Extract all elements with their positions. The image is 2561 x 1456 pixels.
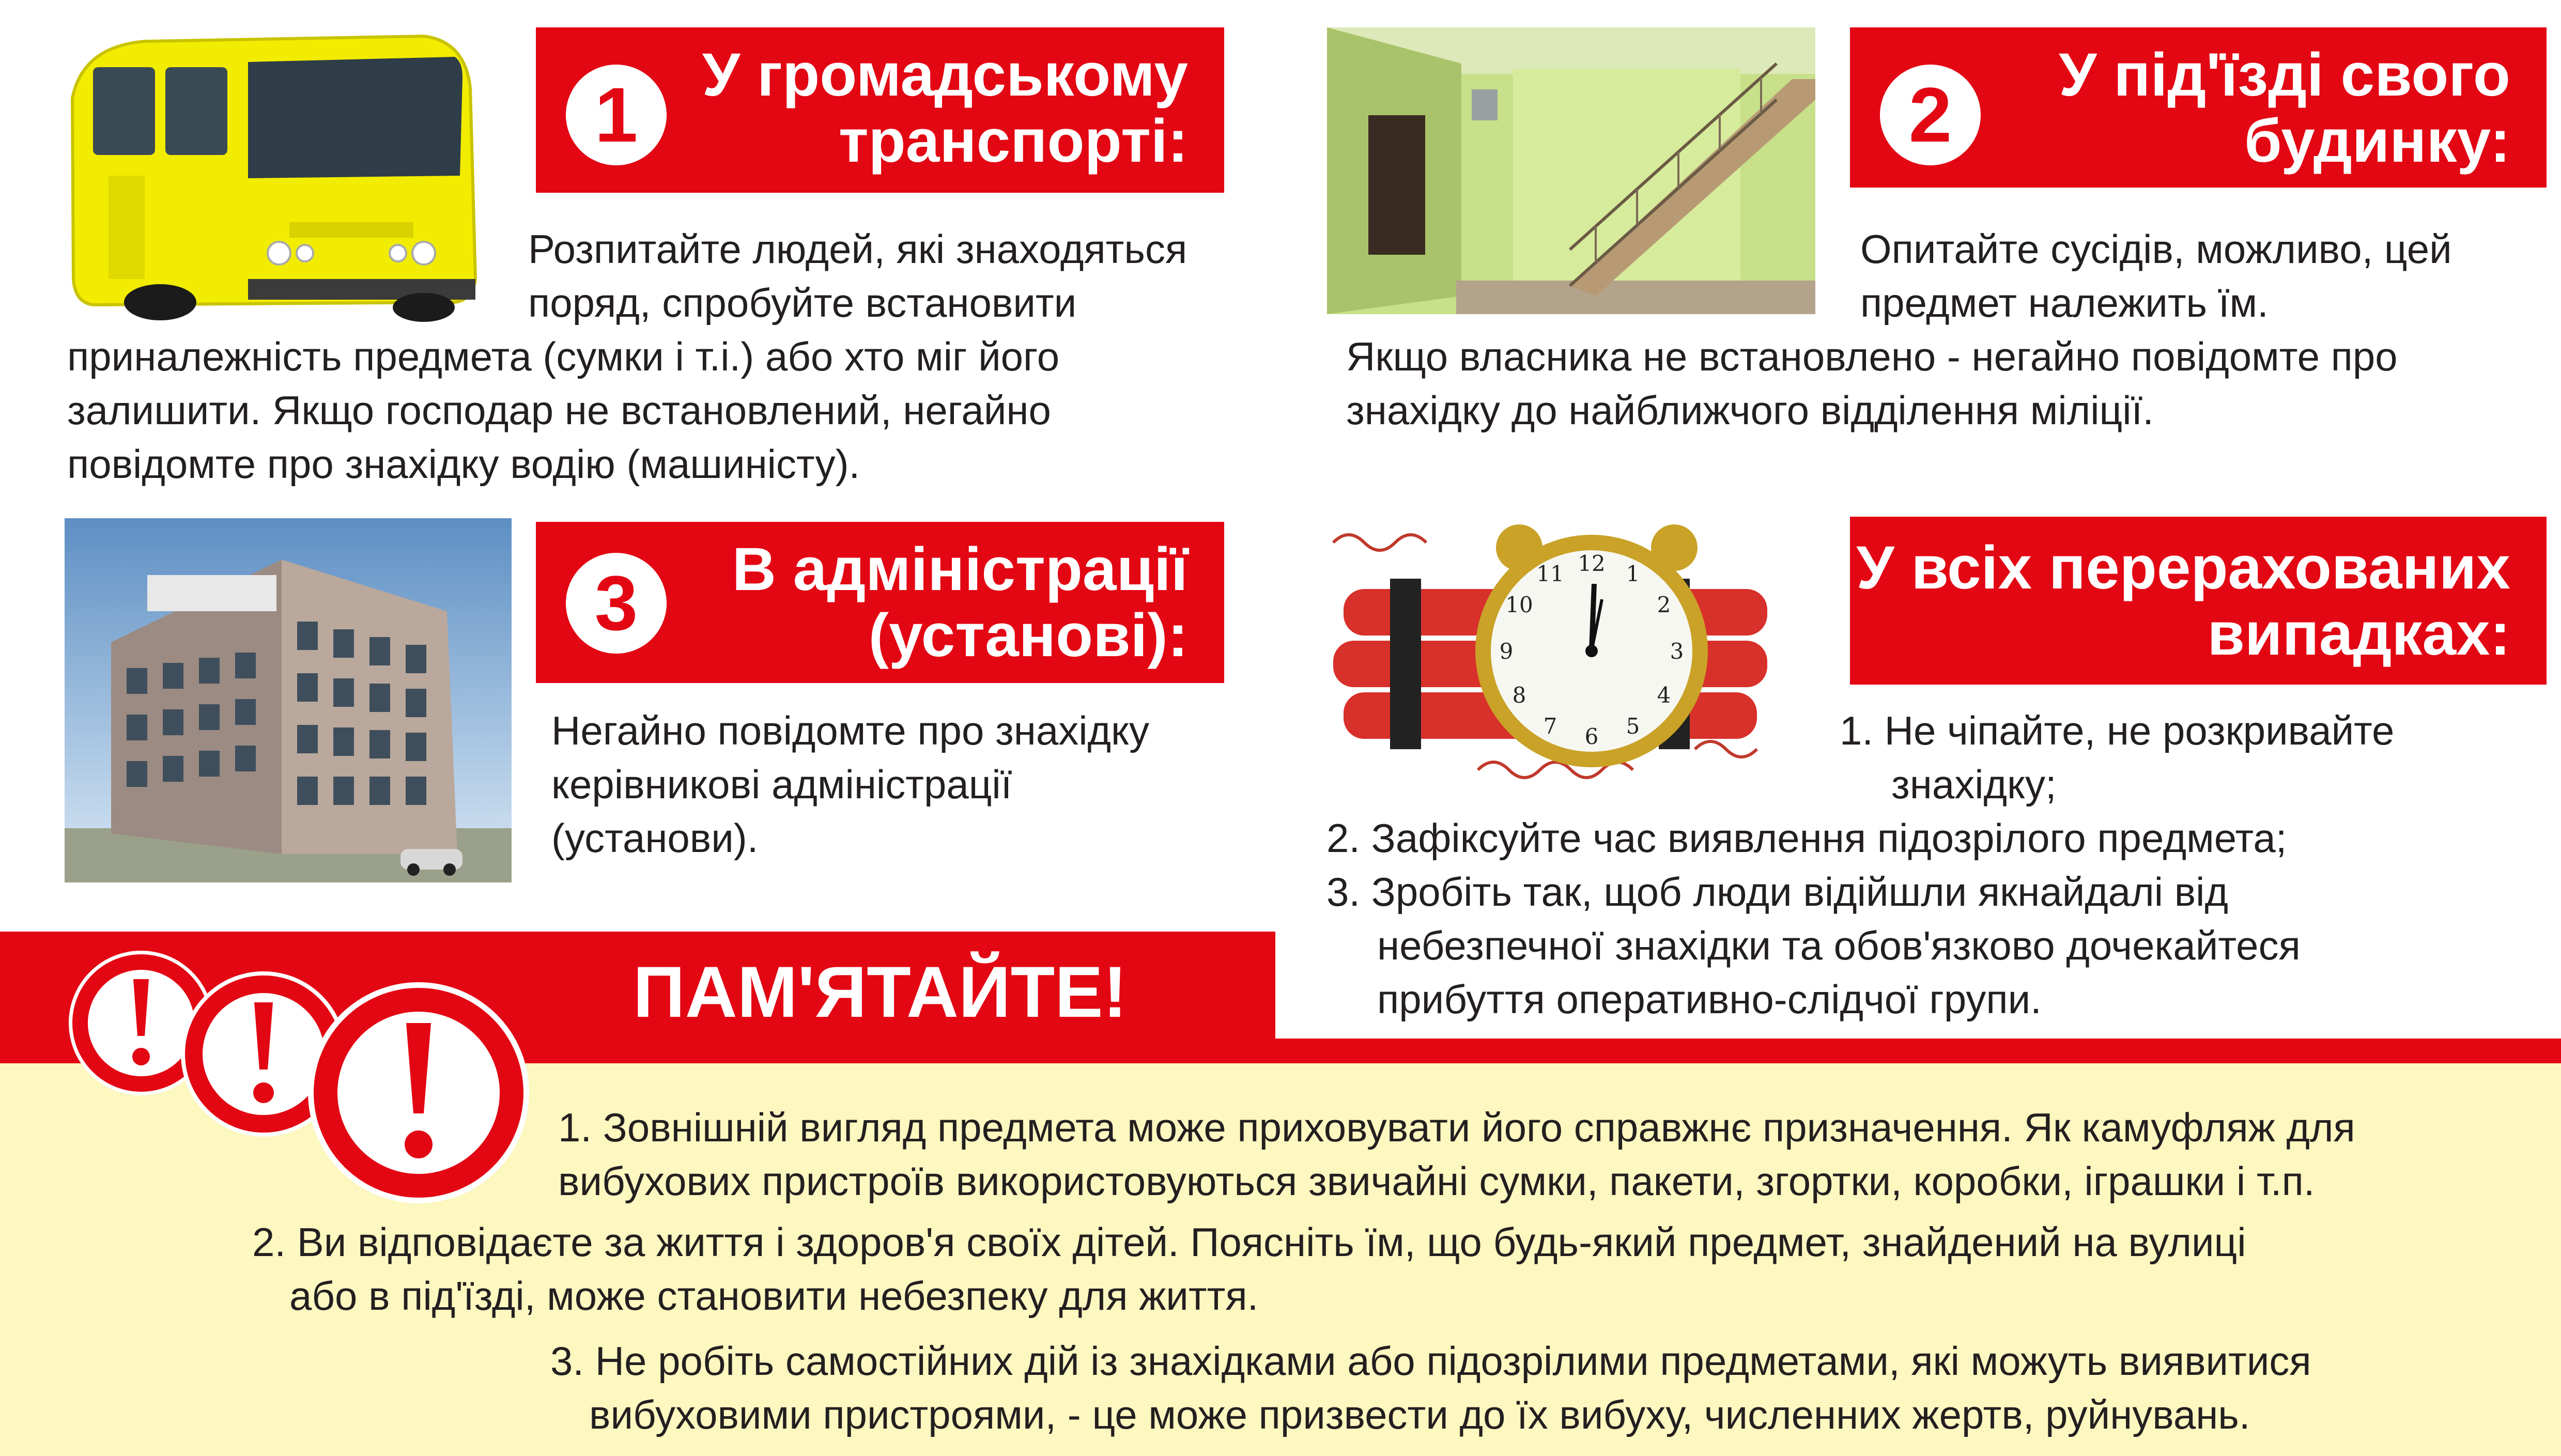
section1-text-line4: залишити. Якщо господар не встановлений, негайно (67, 388, 1051, 433)
section1-text-line5: повідомте про знахідку водію (машиністу). (67, 441, 860, 487)
remember-heading: ПАМ'ЯТАЙТЕ! (633, 951, 1128, 1032)
clock-numeral-11: 11 (1536, 561, 1564, 586)
section3-title: В адміністрації (установі): (732, 535, 1188, 670)
remember-item2-line2: або в під'їзді, може становити небезпеку для життя. (289, 1273, 1259, 1319)
clock-numeral-2: 2 (1657, 592, 1671, 617)
clock-numeral-7: 7 (1543, 714, 1557, 739)
section4-title: У всіх перерахованих випадках: (1856, 534, 2510, 668)
building-photo (65, 518, 512, 882)
section2-text-line2: предмет належить їм. (1860, 280, 2269, 326)
clock-numeral-1: 1 (1626, 561, 1640, 586)
section2-title: У під'їзді свого будинку: (2059, 41, 2510, 175)
clock-numeral-12: 12 (1578, 551, 1606, 576)
bomb-clock-photo (1323, 512, 1788, 791)
section1-text-line3: приналежність предмета (сумки і т.і.) або хто міг його (67, 334, 1060, 379)
section3-text-line1: Негайно повідомте про знахідку (551, 708, 1150, 753)
section1-number: 1 (566, 65, 667, 165)
section4-header (1850, 517, 2547, 685)
remember-item1-line2: вибухових пристроїв використовуються звичайні сумки, пакети, згортки, коробки, іграшки і т.п. (558, 1158, 2315, 1204)
clock-numeral-9: 9 (1499, 639, 1514, 664)
clock-numeral-5: 5 (1626, 714, 1640, 739)
section2-header (1850, 27, 2547, 188)
remember-item3-line2: вибуховими пристроями, - це може призвести до їх вибуху, численних жертв, руйнувань. (589, 1392, 2250, 1437)
exclamation-icon (305, 979, 532, 1206)
remember-item2-line1: 2. Ви відповідаєте за життя і здоров'я своїх дітей. Поясніть їм, що будь-який предмет, знайдений на вулиці (252, 1219, 2246, 1265)
section4-item1-line1: 1. Не чіпайте, не розкривайте (1840, 708, 2395, 753)
section3-number: 3 (566, 553, 667, 654)
clock-numeral-8: 8 (1512, 683, 1526, 708)
section2-text-line1: Опитайте сусідів, можливо, цей (1860, 226, 2452, 272)
section2-text-line4: знахідку до найближчого відділення міліції. (1346, 388, 2154, 433)
clock-numeral-6: 6 (1584, 724, 1599, 749)
section2-number: 2 (1880, 65, 1981, 165)
section4-item3-line2: небезпечної знахідки та обов'язково дочекайтеся (1377, 923, 2301, 968)
section3-text-line2: керівникові адміністрації (551, 762, 1012, 807)
clock-numeral-4: 4 (1657, 683, 1671, 708)
section4-item3-line3: прибуття оперативно-слідчої групи. (1377, 977, 2042, 1022)
section4-item1-line2: знахідку; (1891, 762, 2057, 807)
clock-numeral-3: 3 (1670, 639, 1684, 664)
clock-numeral-10: 10 (1505, 592, 1533, 617)
section1-text-line1: Розпитайте людей, які знаходяться (528, 226, 1187, 272)
remember-item1-line1: 1. Зовнішній вигляд предмета може приховувати його справжнє призначення. Як камуфляж для (558, 1105, 2355, 1150)
bus-photo (62, 21, 486, 323)
remember-item3-line1: 3. Не робіть самостійних дій із знахідками або підозрілими предметами, які можуть виявитися (550, 1338, 2311, 1384)
section1-title: У громадському транспорті: (702, 41, 1188, 175)
section4-item3-line1: 3. Зробіть так, щоб люди відійшли якнайдалі від (1326, 869, 2228, 915)
section3-text-line3: (установи). (551, 815, 759, 861)
section1-text-line2: поряд, спробуйте встановити (528, 280, 1077, 326)
section2-text-line3: Якщо власника не встановлено - негайно повідомте про (1346, 334, 2398, 379)
section4-item2: 2. Зафіксуйте час виявлення підозрілого предмета; (1326, 815, 2287, 861)
section1-header (536, 27, 1224, 193)
stairwell-photo (1327, 27, 1815, 314)
section3-header (536, 522, 1224, 683)
